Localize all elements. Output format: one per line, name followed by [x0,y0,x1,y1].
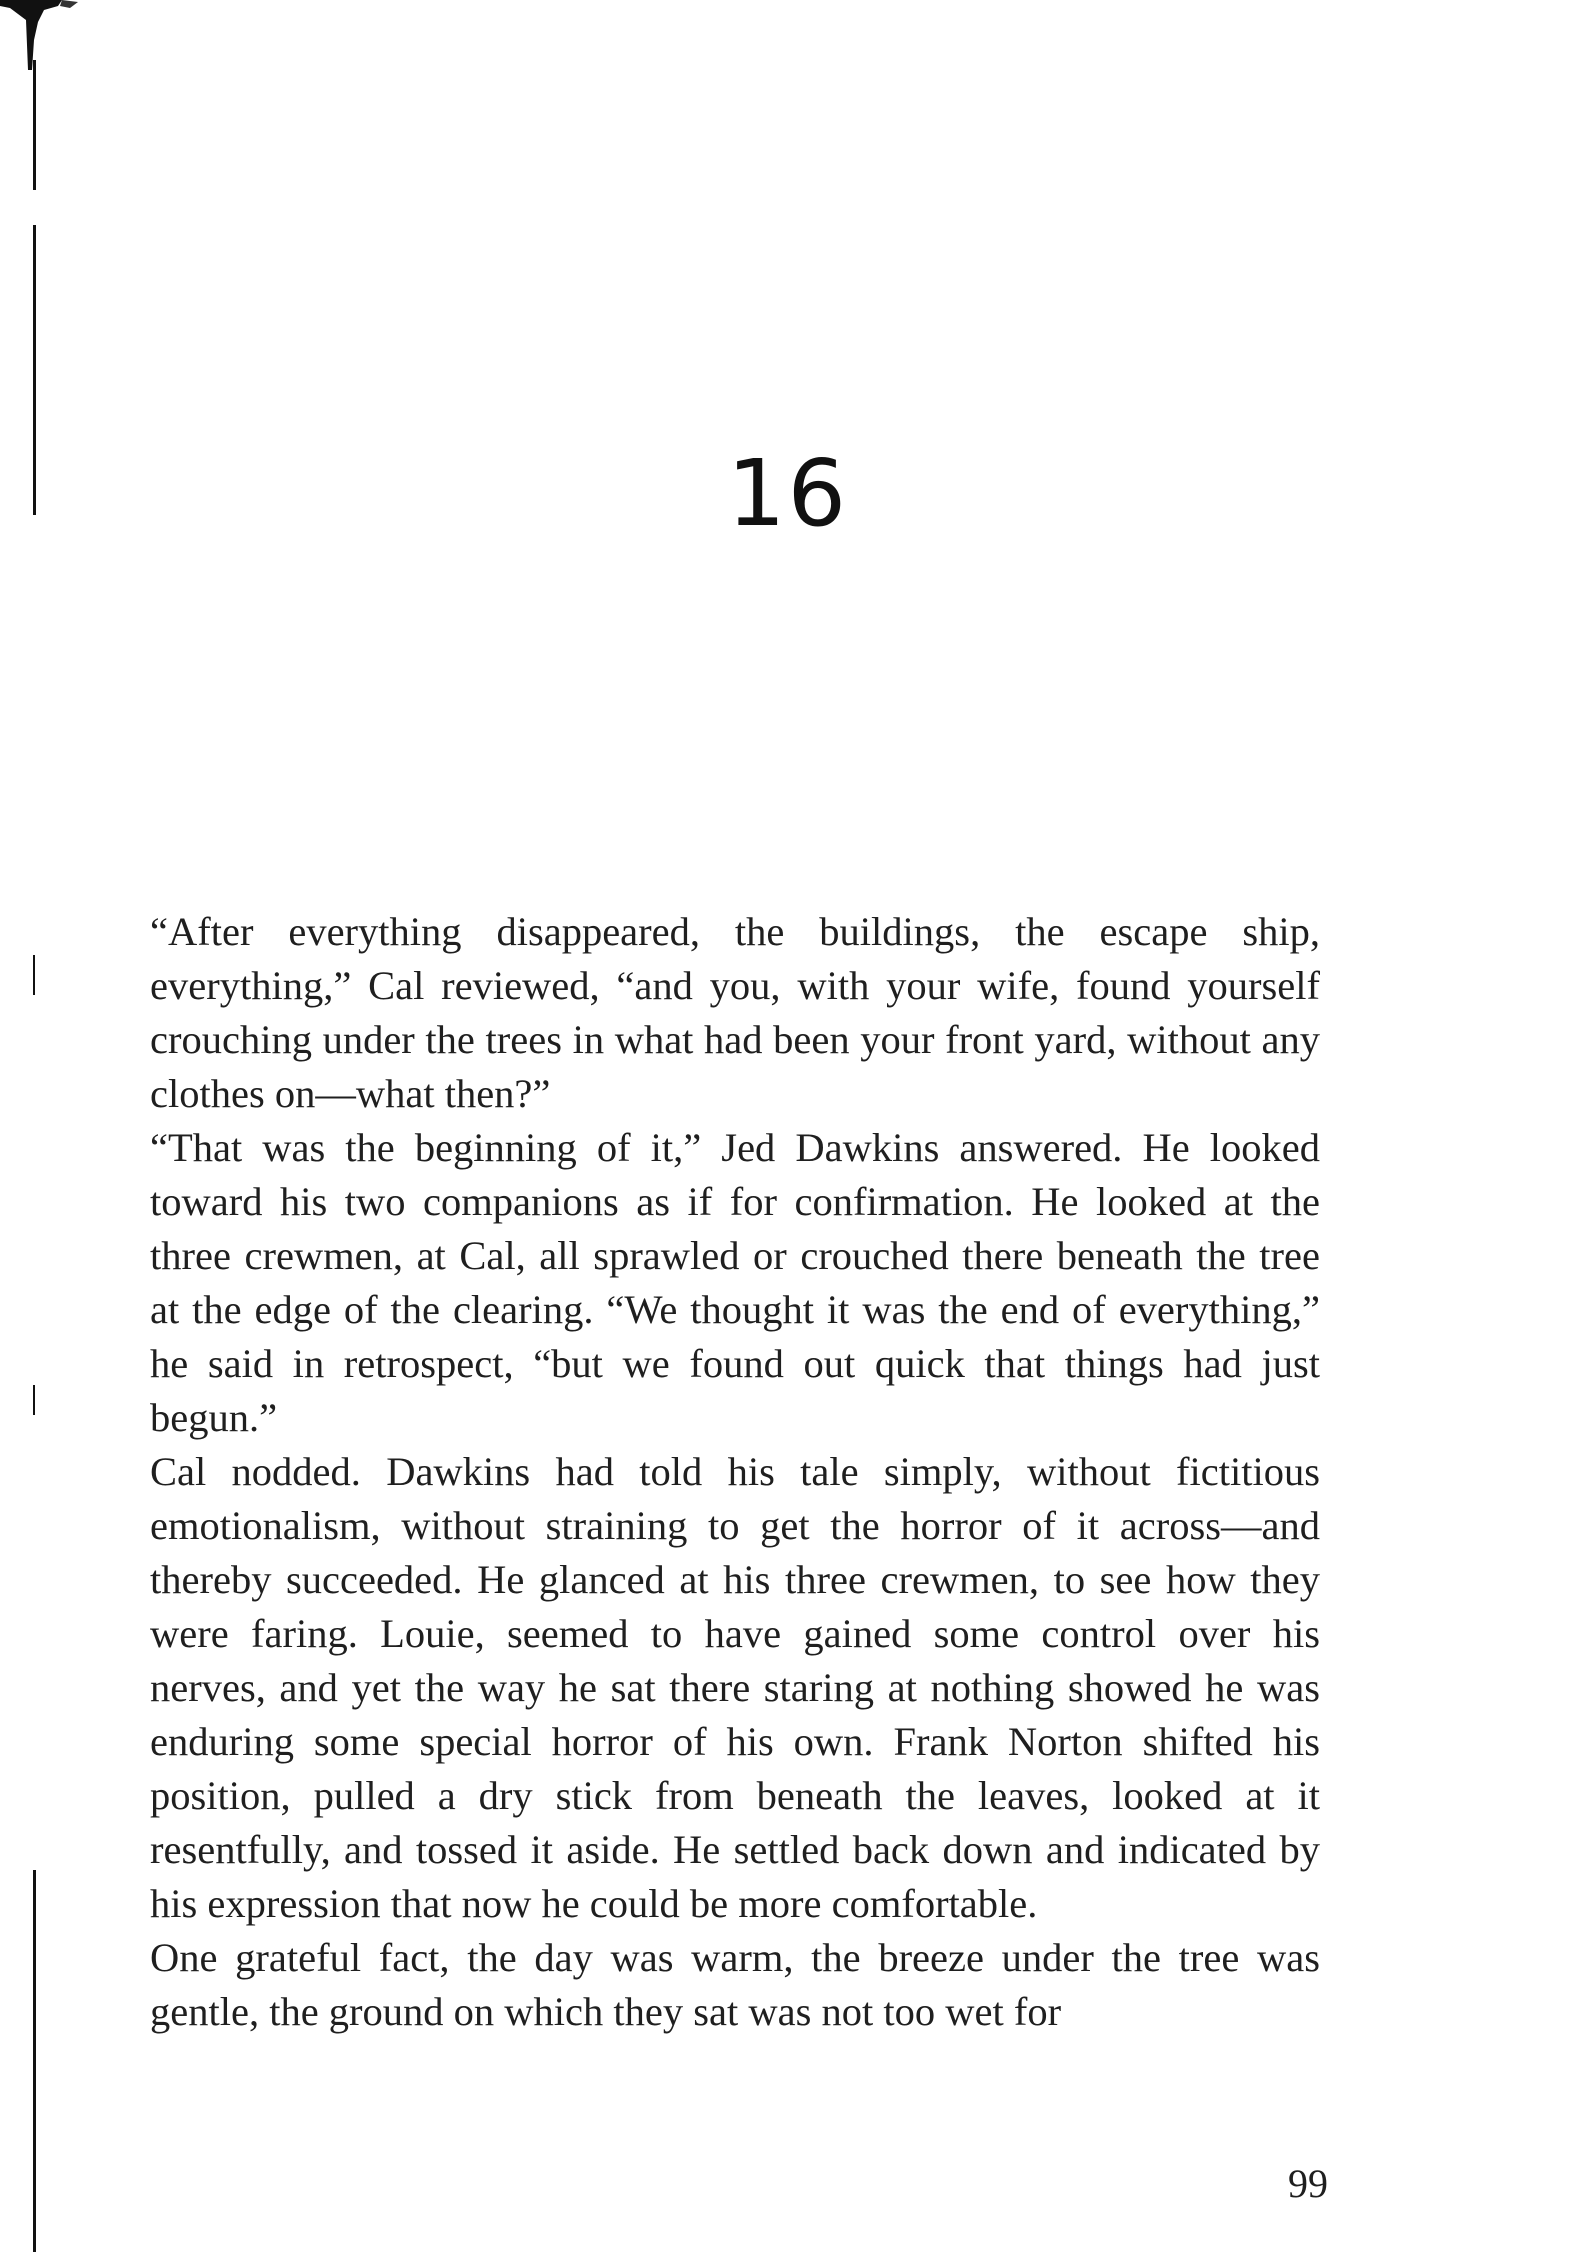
paragraph-4: One grateful fact, the day was warm, the breeze under the tree was gentle, the ground on which they sat was not too wet for [150,1935,1320,2034]
paragraph-1: “After everything disappeared, the buildings, the escape ship, everything,” Cal reviewed, “and you, with your wife, found yourself crouching under the trees in what had been your front yard, without any clothes on—what then?” [150,909,1320,1116]
scan-edge-line-bottom [33,1870,36,2252]
paragraph-3: Cal nodded. Dawkins had told his tale simply, without fictitious emotionalism, without straining to get the horror of it across—and thereby succeeded. He glanced at his three crewmen, to see how they were faring. Louie, seemed to have gained some control over his nerves, and yet the way he sat there staring at nothing showed he was enduring some special horror of his own. Frank Norton shifted his position, pulled a dry stick from beneath the leaves, looked at it resentfully, and tossed it aside. He settled back down and indicated by his expression that now he could be more comfortable. [150,1449,1320,1926]
scan-corner-mark [0,0,110,70]
scan-edge-line-mid [33,955,35,995]
scan-edge-line-lower [33,1385,35,1415]
paragraph-2: “That was the beginning of it,” Jed Dawkins answered. He looked toward his two companions as if for confirmation. He looked at the three crewmen, at Cal, all sprawled or crouched there beneath the tree at the edge of the clearing. “We thought it was the end of everything,” he said in retrospect, “but we found out quick that things had just begun.” [150,1125,1320,1440]
body-text [150,905,1320,2039]
chapter-number: 16 [726,440,849,547]
page-number: 99 [1288,2161,1328,2206]
scan-edge-line-top [33,60,36,190]
